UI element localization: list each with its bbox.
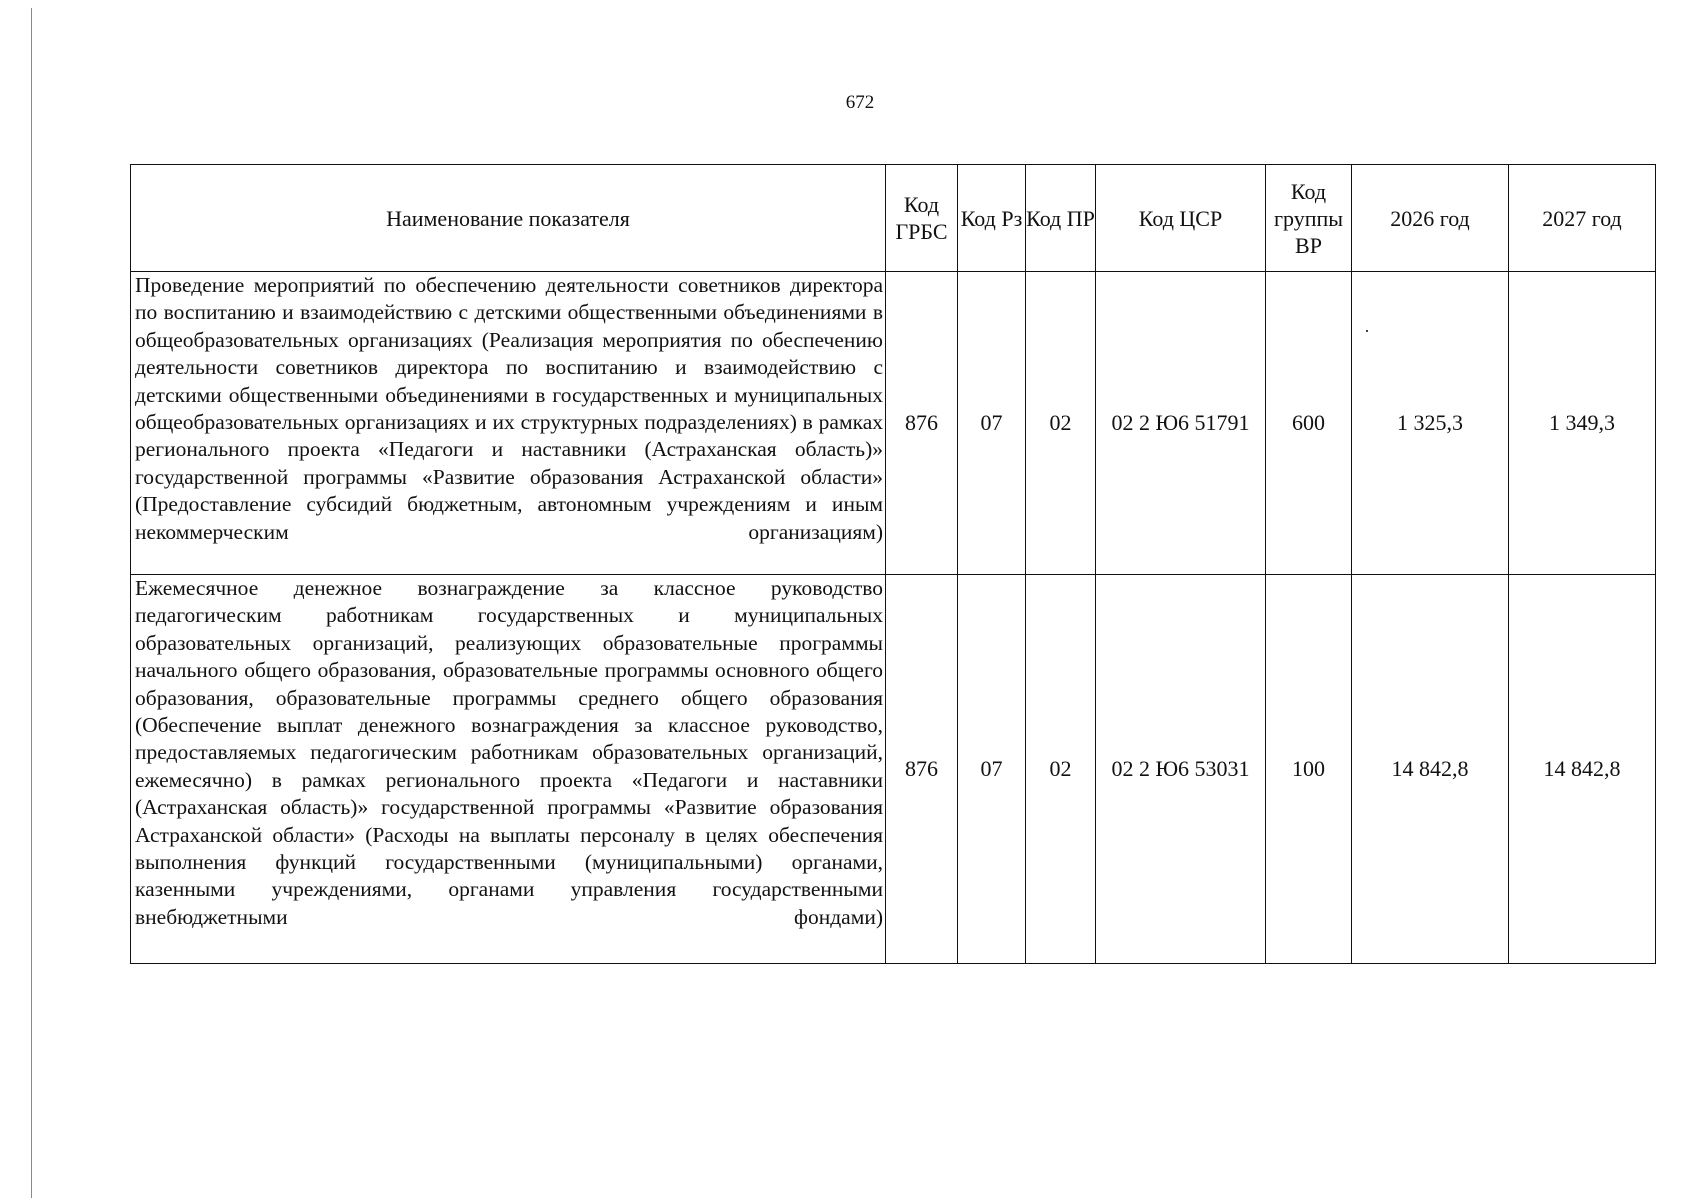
row-grbs: 876 bbox=[886, 272, 958, 575]
row-csr: 02 2 Ю6 53031 bbox=[1096, 575, 1266, 964]
header-csr: Код ЦСР bbox=[1096, 165, 1266, 272]
row-2026: 1 325,3 bbox=[1352, 272, 1509, 575]
row-grbs: 876 bbox=[886, 575, 958, 964]
header-2026: 2026 год bbox=[1352, 165, 1509, 272]
row-rz: 07 bbox=[958, 272, 1026, 575]
scan-edge-line bbox=[31, 8, 32, 1198]
table-row bbox=[131, 575, 1656, 964]
row-2027: 14 842,8 bbox=[1509, 575, 1656, 964]
header-vr: Код группы ВР bbox=[1266, 165, 1352, 272]
row-name: Ежемесячное денежное вознаграждение за классное руководство педагогическим работникам государственных и муниципальных образовательных организаций, реализующих образовательные программы начального общего образования, образовательные программы основного общего образования, образовательные программы среднего общего образования (Обеспечение выплат денежного вознаграждения за классное руководство, предоставляемых педагогическим работникам образовательных организаций, ежемесячно) в рамках регионального проекта «Педагоги и наставники (Астраханская область)» государственной программы «Развитие образования Астраханской области» (Расходы на выплаты персоналу в целях обеспечения выполнения функций государственными (муниципальными) органами, казенными учреждениями, органами управления государственными внебюджетными фондами) bbox=[131, 575, 886, 964]
table-row bbox=[131, 272, 1656, 575]
row-2026: 14 842,8 bbox=[1352, 575, 1509, 964]
budget-table bbox=[130, 164, 1656, 964]
header-name: Наименование показателя bbox=[131, 165, 886, 272]
scan-speck bbox=[1366, 330, 1368, 332]
header-2027: 2027 год bbox=[1509, 165, 1656, 272]
header-grbs: Код ГРБС bbox=[886, 165, 958, 272]
row-rz: 07 bbox=[958, 575, 1026, 964]
row-vr: 600 bbox=[1266, 272, 1352, 575]
table-header-row bbox=[131, 165, 1656, 272]
header-rz: Код Рз bbox=[958, 165, 1026, 272]
page-number: 672 bbox=[845, 92, 875, 113]
row-csr: 02 2 Ю6 51791 bbox=[1096, 272, 1266, 575]
row-name: Проведение мероприятий по обеспечению деятельности советников директора по воспитанию и взаимодействию с детскими общественными объединениями в общеобразовательных организациях (Реализация мероприятия по обеспечению деятельности советников директора по воспитанию и взаимодействию с детскими общественными объединениями в государственных и муниципальных общеобразовательных организациях и их структурных подразделениях) в рамках регионального проекта «Педагоги и наставники (Астраханская область)» государственной программы «Развитие образования Астраханской области» (Предоставление субсидий бюджетным, автономным учреждениям и иным некоммерческим организациям) bbox=[131, 272, 886, 575]
row-vr: 100 bbox=[1266, 575, 1352, 964]
row-2027: 1 349,3 bbox=[1509, 272, 1656, 575]
header-pr: Код ПР bbox=[1026, 165, 1096, 272]
row-pr: 02 bbox=[1026, 272, 1096, 575]
row-pr: 02 bbox=[1026, 575, 1096, 964]
